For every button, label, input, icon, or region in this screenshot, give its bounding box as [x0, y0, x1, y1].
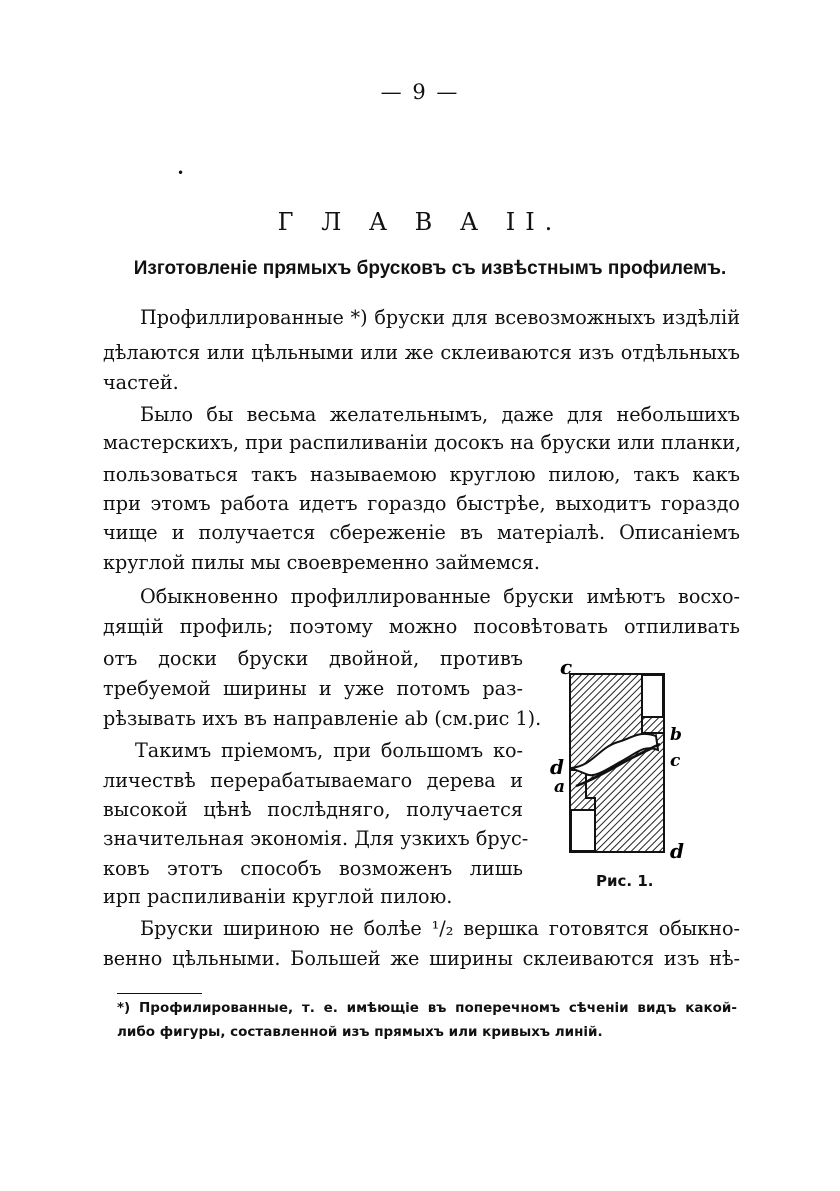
body-line-5: мастерскихъ, при распиливаніи досокъ на бруски или планки, [103, 431, 742, 454]
body-line-2: дѣлаются или цѣльными или же склеиваются изъ отдѣльныхъ [103, 341, 740, 364]
body-line-8: чище и получается сбереженіе въ матеріалѣ. Описаніемъ [103, 521, 740, 544]
body-line-17: высокой цѣнѣ послѣдняго, получается [103, 798, 523, 821]
body-line-9: круглой пилы мы своевременно займемся. [103, 551, 540, 574]
body-line-3: частей. [103, 371, 179, 394]
page-number: — 9 — [380, 80, 460, 104]
chapter-title: Г Л А В А II. [277, 208, 563, 236]
body-line-1: Профиллированные *) бруски для всевозможныхъ издѣлій [140, 306, 740, 329]
figure-label-d-bottom: d [670, 839, 684, 863]
figure-1-diagram [548, 658, 718, 898]
figure-label-c-right: c [670, 751, 681, 771]
figure-label-c-top: c [560, 658, 573, 679]
body-line-7: при этомъ работа идетъ гораздо быстрѣе, выходитъ гораздо [103, 492, 740, 515]
footnote-divider [117, 993, 202, 994]
body-line-11: дящій профиль; поэтому можно посовѣтовать отпиливать [103, 615, 740, 638]
body-line-12: отъ доски бруски двойной, противъ [103, 647, 523, 670]
figure-notch-top [642, 675, 663, 717]
body-line-6: пользоваться такъ называемою круглою пилою, такъ какъ [103, 463, 740, 486]
body-line-15: Такимъ пріемомъ, при большомъ ко- [135, 739, 523, 762]
body-line-21: Бруски шириною не болѣе ¹/₂ вершка готовятся обыкно- [140, 917, 740, 940]
body-line-10: Обыкновенно профиллированные бруски имѣютъ восхо- [140, 585, 740, 608]
figure-caption: Рис. 1. [596, 872, 654, 890]
body-line-19: ковъ этотъ способъ возможенъ лишь [103, 857, 523, 880]
body-line-14: рѣзывать ихъ въ направленіе ab (см.рис 1). [103, 707, 542, 730]
stray-mark: • [177, 166, 185, 180]
figure-label-d-left: d [550, 755, 564, 779]
figure-label-a: a [554, 777, 566, 797]
footnote-line-1: *) Профилированные, т. е. имѣющіе въ поперечномъ сѣченіи видъ какой- [117, 1000, 737, 1016]
body-line-16: личествѣ перерабатываемаго дерева и [103, 769, 523, 792]
body-line-20: ирп распиливаніи круглой пилою. [103, 885, 453, 908]
body-line-22: венно цѣльными. Большей же ширины склеиваются изъ нѣ- [103, 947, 740, 970]
figure-label-b: b [670, 725, 682, 745]
body-line-13: требуемой ширины и уже потомъ раз- [103, 677, 523, 700]
figure-notch-bottom [571, 810, 595, 851]
footnote-line-2: либо фигуры, составленной изъ прямыхъ или кривыхъ линій. [117, 1024, 603, 1040]
chapter-subtitle: Изготовленіе прямыхъ брусковъ съ извѣстнымъ профилемъ. [133, 258, 727, 279]
body-line-4: Было бы весьма желательнымъ, даже для небольшихъ [140, 403, 740, 426]
body-line-18: значительная экономія. Для узкихъ брус- [103, 827, 529, 850]
